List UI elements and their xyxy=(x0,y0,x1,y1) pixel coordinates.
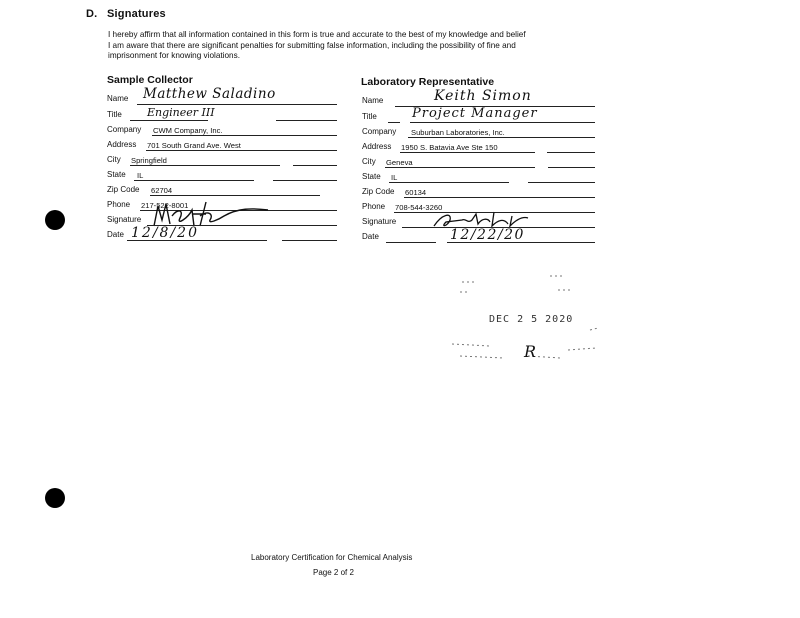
lab-city-line xyxy=(385,167,535,168)
lab-title-line xyxy=(388,122,400,123)
collector-jobtitle-value[interactable]: Engineer III xyxy=(147,106,215,119)
lab-city-line-2 xyxy=(548,167,595,168)
affirmation-line: imprisonment for knowing violations. xyxy=(108,51,240,61)
collector-name-value[interactable]: Matthew Saladino xyxy=(143,86,276,102)
collector-state-label: State xyxy=(107,170,126,179)
lab-name-value[interactable]: Keith Simon xyxy=(434,88,532,104)
footer-title: Laboratory Certification for Chemical Analysis xyxy=(251,553,413,562)
collector-address-value[interactable]: 701 South Grand Ave. West xyxy=(147,141,241,150)
collector-title-label: Title xyxy=(107,110,122,119)
collector-title-line xyxy=(130,120,208,121)
lab-company-value[interactable]: Suburban Laboratories, Inc. xyxy=(411,128,505,137)
lab-state-line xyxy=(389,182,509,183)
lab-date-line-2 xyxy=(447,242,595,243)
collector-zip-value[interactable]: 62704 xyxy=(151,186,173,195)
lab-zip-label: Zip Code xyxy=(362,187,395,196)
collector-company-label: Company xyxy=(107,125,142,134)
lab-company-label: Company xyxy=(362,127,397,136)
section-title: Signatures xyxy=(107,8,166,20)
lab-state-line-2 xyxy=(528,182,595,183)
collector-date-label: Date xyxy=(107,230,124,239)
collector-city-value[interactable]: Springfield xyxy=(131,156,167,165)
collector-state-value[interactable]: IL xyxy=(137,171,144,180)
binder-hole-icon xyxy=(45,488,65,508)
lab-phone-label: Phone xyxy=(362,202,386,211)
collector-state-line xyxy=(134,180,254,181)
lab-title-label: Title xyxy=(362,112,377,121)
affirmation-line: I am aware that there are significant penalties for submitting false information, including the possibility of fine and xyxy=(108,40,516,50)
lab-zip-line xyxy=(404,197,595,198)
collector-date-value[interactable]: 12/8/20 xyxy=(131,225,199,241)
lab-address-line-2 xyxy=(547,152,595,153)
lab-address-label: Address xyxy=(362,142,392,151)
lab-address-line xyxy=(400,152,535,153)
collector-signature-label: Signature xyxy=(107,215,142,224)
lab-zip-value[interactable]: 60134 xyxy=(405,188,427,197)
collector-zip-label: Zip Code xyxy=(107,185,140,194)
section-letter: D. xyxy=(86,8,98,20)
collector-title: Sample Collector xyxy=(107,74,193,86)
lab-signature-label: Signature xyxy=(362,217,397,226)
collector-state-line-2 xyxy=(273,180,337,181)
collector-city-line xyxy=(130,165,280,166)
collector-name-label: Name xyxy=(107,94,129,103)
collector-title-line-2 xyxy=(276,120,337,121)
collector-name-line xyxy=(137,104,337,105)
received-stamp-date: DEC 2 5 2020 xyxy=(489,314,574,325)
collector-city-line-2 xyxy=(293,165,337,166)
lab-name-label: Name xyxy=(362,96,384,105)
collector-city-label: City xyxy=(107,155,121,164)
collector-company-line xyxy=(152,135,337,136)
lab-phone-value[interactable]: 708-544-3260 xyxy=(395,203,443,212)
lab-date-value[interactable]: 12/22/20 xyxy=(450,227,525,243)
footer-page-number: Page 2 of 2 xyxy=(313,568,354,577)
lab-company-line xyxy=(408,137,595,138)
lab-date-line xyxy=(386,242,436,243)
lab-date-label: Date xyxy=(362,232,379,241)
received-stamp-initials: R xyxy=(524,342,537,361)
lab-city-value[interactable]: Geneva xyxy=(386,158,413,167)
affirmation-text xyxy=(108,30,588,62)
collector-date-line-2 xyxy=(282,240,337,241)
collector-company-value[interactable]: CWM Company, Inc. xyxy=(153,126,223,135)
affirmation-line: I hereby affirm that all information contained in this form is true and accurate to the best of my knowledge and belief xyxy=(108,30,526,39)
lab-city-label: City xyxy=(362,157,376,166)
collector-address-line xyxy=(146,150,337,151)
lab-title: Laboratory Representative xyxy=(361,76,495,88)
lab-state-label: State xyxy=(362,172,381,181)
collector-phone-value[interactable]: 217-522-8001 xyxy=(141,201,189,210)
collector-address-label: Address xyxy=(107,140,137,149)
collector-phone-label: Phone xyxy=(107,200,131,209)
binder-hole-icon xyxy=(45,210,65,230)
lab-jobtitle-value[interactable]: Project Manager xyxy=(412,106,538,121)
collector-date-line xyxy=(127,240,267,241)
lab-address-value[interactable]: 1950 S. Batavia Ave Ste 150 xyxy=(401,143,498,152)
lab-state-value[interactable]: IL xyxy=(391,173,398,182)
lab-title-line-2 xyxy=(410,122,595,123)
